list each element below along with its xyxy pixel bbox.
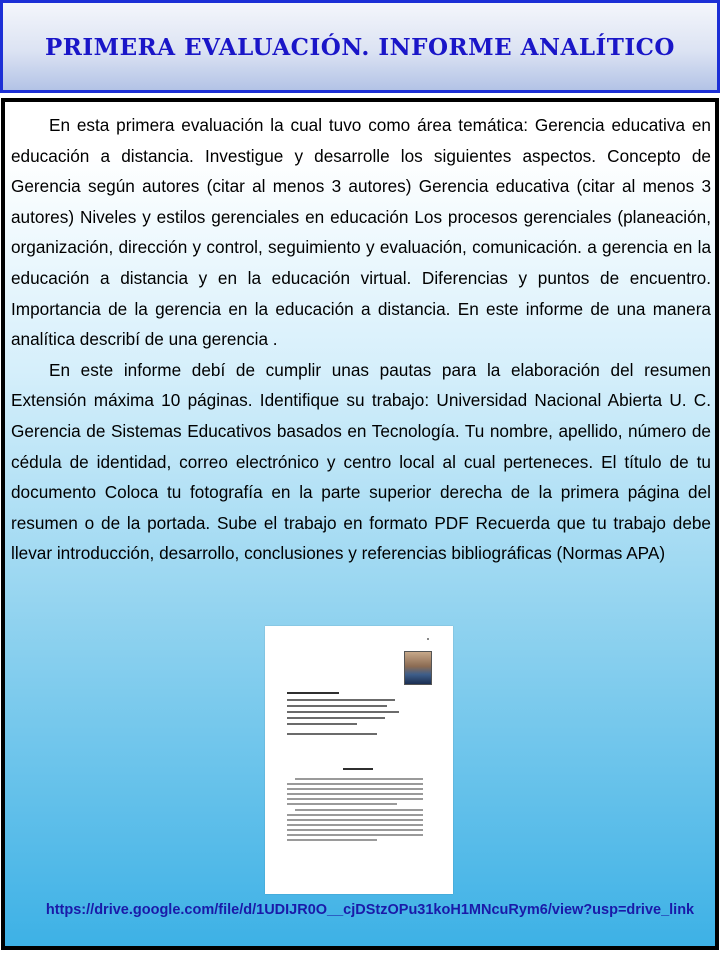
paragraph-guidelines: En este informe debí de cumplir unas pautas para la elaboración del resumen Extensión máxima 10 páginas. Identifique su trabajo: Universidad Nacional Abierta U. C. Gerencia de Sistemas Educativos basados en Tecnología. Tu nombre, apellido, número de cédula de identidad, correo electrónico y centro local al cual perteneces. El título de tu documento Coloca tu fotografía en la parte superior derecha de la primera página del resumen o de la portada. Sube el trabajo en formato PDF Recuerda que tu trabajo debe llevar introducción, desarrollo, conclusiones y referencias bibliográficas (Normas APA) [11, 359, 711, 564]
content-panel [1, 98, 719, 950]
title-banner [0, 0, 720, 93]
page-title: PRIMERA EVALUACIÓN. INFORME ANALÍTICO [45, 34, 675, 61]
paragraph-evaluation: En esta primera evaluación la cual tuvo como área temática: Gerencia educativa en educación a distancia. Investigue y desarrolle los siguientes aspectos. Concepto de Gerencia según autores (citar al menos 3 autores) Gerencia educativa (citar al menos 3 autores) Niveles y estilos gerenciales en educación Los procesos gerenciales (planeación, organización, dirección y control, seguimiento y evaluación, comunicación. a gerencia en la educación a distancia y en la educación virtual. Diferencias y puntos de encuentro. Importancia de la gerencia en la educación a distancia. En este informe de una manera analítica describí de una gerencia . [11, 115, 711, 350]
document-preview-image [265, 626, 453, 894]
report-text [11, 110, 711, 569]
author-photo [404, 651, 432, 685]
drive-link[interactable]: https://drive.google.com/file/d/1UDIJR0O__cjDStzOPu31koH1MNcuRym6/view?usp=drive_link [45, 902, 695, 918]
